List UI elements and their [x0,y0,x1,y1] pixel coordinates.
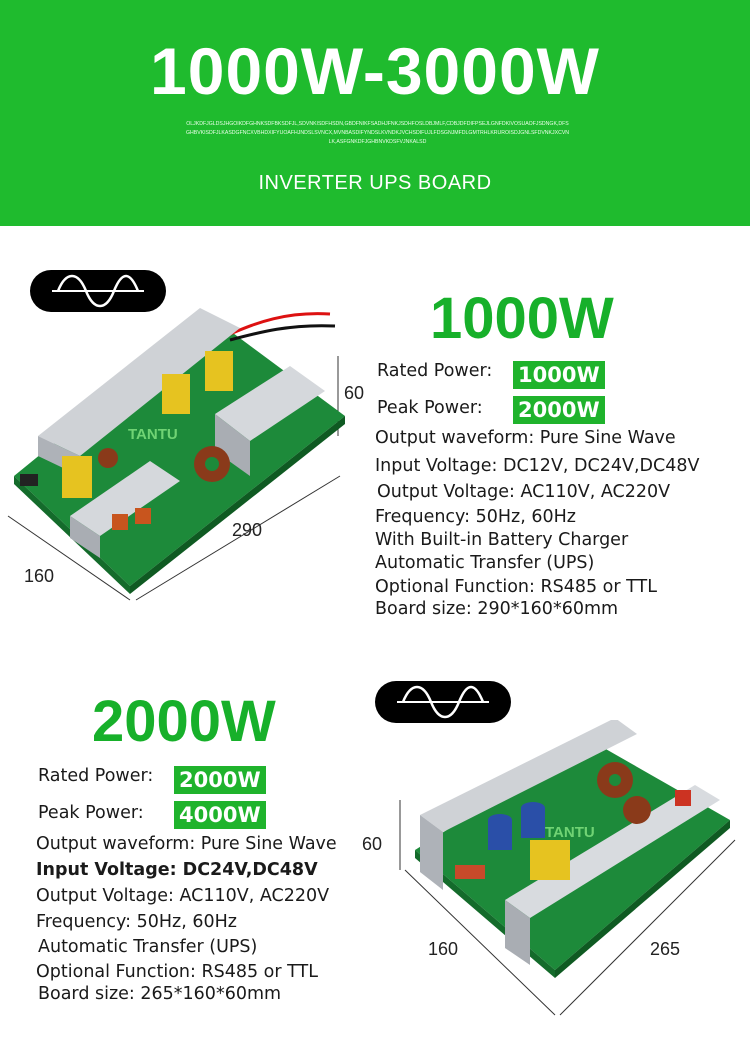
spec-line: Board size: 265*160*60mm [38,984,282,1004]
dim-width-2: 160 [428,939,459,959]
spec-line: Automatic Transfer (UPS) [375,553,595,573]
tantu-logo: TANTU [128,426,178,443]
spec-line: Output Voltage: AC110V, AC220V [36,886,330,906]
header-banner [0,0,750,226]
spec-line: Output waveform: Pure Sine Wave [375,428,676,448]
dim-height-1: 60 [344,383,365,403]
peak-power-value: 4000W [174,801,266,829]
sine-wave-icon [393,684,493,720]
spec-line: Output Voltage: AC110V, AC220V [377,482,671,502]
rated-power-label: Rated Power: [38,766,154,786]
rated-power-label: Rated Power: [377,361,493,381]
inverter-board-2000w-image [375,720,745,1020]
dim-height-2: 60 [362,834,383,854]
product-title-2000w: 2000W [92,689,276,754]
fine-print-text: OLJKDFJGLDSJHGOIKDFGHNKSDFBKSDFJL,SDVNKISDFHSDN,GBDFNIKFSADHJFNKJSDHFOSLDBJMLF,CDBJDFDIFPSEJLGNFDKIVOSUAOFJSDNGK,DFSGHBVKISDFJLKASDGFNCXVBHDXIFYUOAFHJNDSLSVNCX,MVNBASDIFYNDSLKVNDKJVCHSDIFUJLFDSGNJMFDLGMTRHLKRUROISDJGNLSFDVNKJXCVNLK,ASFGNKDFJGHBNVKDSFVJNKALSD [185,121,570,145]
spec-line: Board size: 290*160*60mm [375,599,619,619]
peak-power-value: 2000W [513,396,605,424]
dim-width-1: 160 [24,566,55,586]
peak-power-label: Peak Power: [38,803,144,823]
spec-line: Input Voltage: DC24V,DC48V [36,860,318,880]
spec-line: Optional Function: RS485 or TTL [36,962,318,982]
page-title: 1000W-3000W [150,34,600,108]
spec-line: Frequency: 50Hz, 60Hz [375,507,576,527]
spec-line: Input Voltage: DC12V, DC24V,DC48V [375,456,700,476]
waveform-badge [375,681,511,723]
spec-line: Automatic Transfer (UPS) [38,937,258,957]
spec-line: Frequency: 50Hz, 60Hz [36,912,237,932]
inverter-board-1000w-image [0,296,375,606]
spec-line: Optional Function: RS485 or TTL [375,577,657,597]
dim-length-1: 290 [232,520,263,540]
peak-power-label: Peak Power: [377,398,483,418]
product-title-1000w: 1000W [430,286,614,351]
tantu-logo: TANTU [545,824,595,841]
page-subtitle: INVERTER UPS BOARD [258,172,492,194]
dim-length-2: 265 [650,939,681,959]
rated-power-value: 2000W [174,766,266,794]
rated-power-value: 1000W [513,361,605,389]
spec-line: Output waveform: Pure Sine Wave [36,834,337,854]
spec-line: With Built-in Battery Charger [375,530,629,550]
